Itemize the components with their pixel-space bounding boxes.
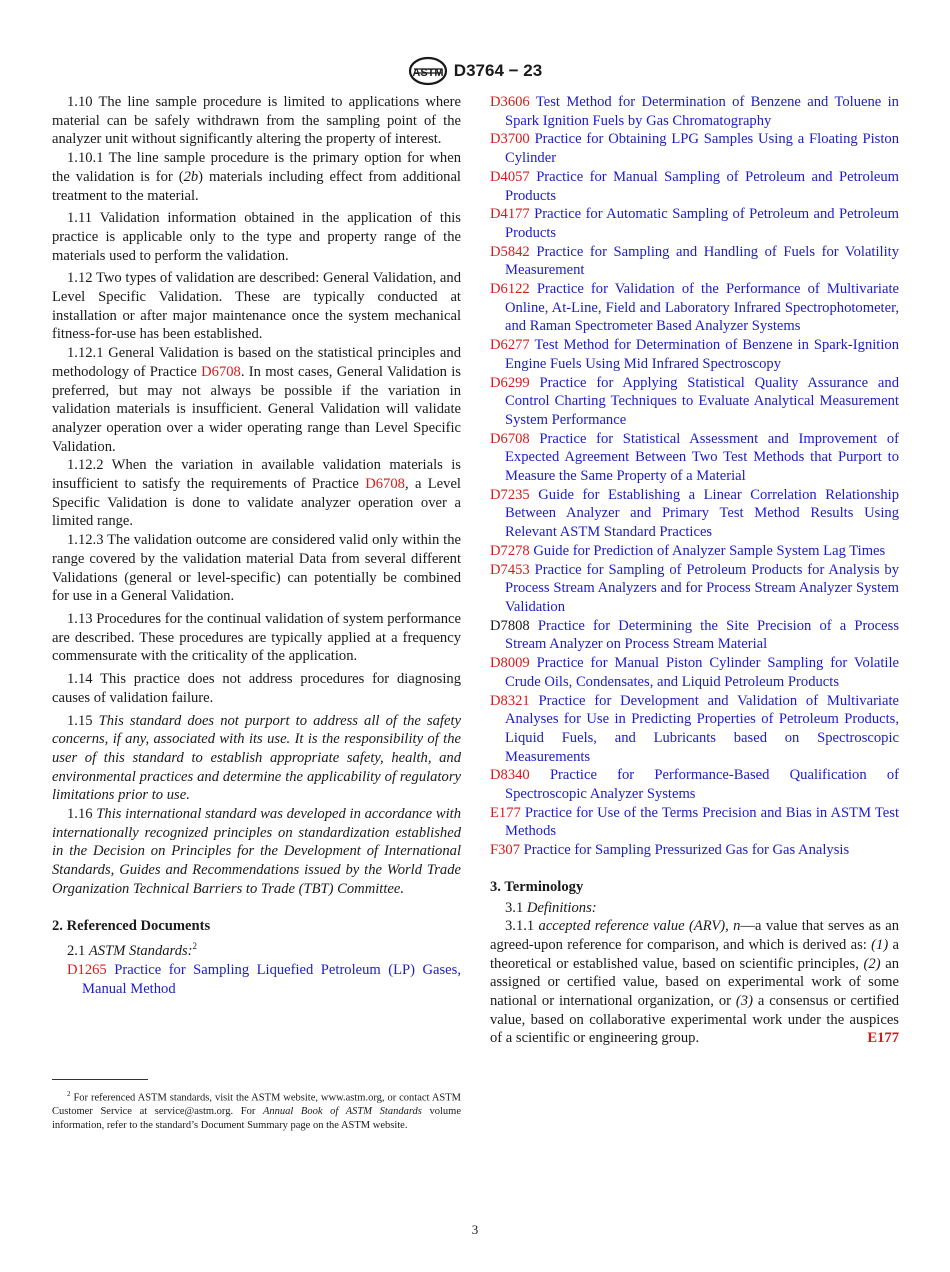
ref-code: D8009 — [490, 655, 530, 672]
para-1-12: 1.12 Two types of validation are described: General Validation, and Level Specific Validation. These are typically conducted at installation or after major maintenance once the system mechanical fitness-for-use has been established. — [52, 270, 461, 343]
ref-title: Practice for Manual Piston Cylinder Sampling for Volatile Crude Oils, Condensates, and Liquid Petroleum Products — [505, 655, 899, 690]
para-1-12-3: 1.12.3 The validation outcome are considered valid only within the range covered by the validation material Data from several different Validations (general or level-specific) can potentially be combined for use in a General Validation. — [52, 532, 461, 605]
link-d6708-2[interactable]: D6708 — [365, 476, 405, 493]
ref-code: D7235 — [490, 486, 530, 503]
ref-d3606[interactable] — [490, 93, 899, 130]
para-1-16: 1.16 This international standard was developed in accordance with internationally recognized principles on standardization established in the Decision on Principles for the Development of International Standards, Guides and Recommendations issued by the World Trade Organization Technical Barriers to Trade (TBT) Committee. — [52, 806, 462, 897]
para-2-1: 2.1 ASTM Standards:$^2$ — [67, 941, 198, 960]
ref-code: D4057 — [490, 168, 530, 185]
para-3-1: 3.1 Definitions: — [505, 899, 597, 916]
para-1-12-1: 1.12.1 General Validation is based on the statistical principles and methodology of Practice D6708. In most cases, General Validation is preferred, but may not always be possible if the variation in validation materials is insufficient. General Validation will validate analyzer operation over a wider operating range than Level Specific Validation. — [52, 345, 461, 455]
ref-code: D6122 — [490, 281, 530, 298]
page-header — [0, 56, 950, 86]
ref-d3700[interactable] — [490, 130, 899, 167]
ref-code: D8340 — [490, 767, 530, 784]
ref-title: Guide for Establishing a Linear Correlation Relationship Between Analyzer and Primary Test Method Results Using Relevant ASTM Standard Practices — [505, 486, 899, 541]
ref-title: Practice for Validation of the Performance of Multivariate Online, At-Line, Field and Laboratory Infrared Spectrophotometer, and Raman Spectrometer Based Analyzer Systems — [505, 281, 899, 335]
ref-d8321[interactable] — [490, 692, 899, 767]
left-column — [52, 93, 461, 998]
ref-code: D8321 — [490, 692, 530, 709]
ref-title: Practice for Use of the Terms Precision and Bias in ASTM Test Methods — [505, 804, 899, 840]
ref-code: F307 — [490, 842, 521, 859]
ref-d5842[interactable] — [490, 243, 899, 280]
referenced-documents-list — [490, 93, 899, 860]
ref-title: Practice for Development and Validation of Multivariate Analyses for Use in Predicting Properties of Petroleum Products, Liquid Fuels, and Lubricants based on Spectroscopic Measurements — [505, 692, 899, 765]
ref-title: Practice for Automatic Sampling of Petroleum and Petroleum Products — [505, 206, 899, 241]
ref-code: D7808 — [490, 617, 530, 634]
ref-title: Practice for Performance-Based Qualification of Spectroscopic Analyzer Systems — [505, 767, 899, 803]
ref-title: Test Method for Determination of Benzene in Spark-Ignition Engine Fuels Using Mid Infrared Spectroscopy — [505, 337, 899, 372]
ref-title: Practice for Obtaining LPG Samples Using a Floating Piston Cylinder — [505, 131, 899, 167]
ref-d4057[interactable] — [490, 168, 899, 205]
ref-d6299[interactable] — [490, 374, 899, 430]
ref-code: D5842 — [490, 243, 530, 260]
ref-d7278[interactable] — [490, 542, 899, 561]
ref-title: Practice for Determining the Site Precision of a Process Stream Analyzer on Process Stream Material — [505, 617, 900, 653]
para-1-10-1: 1.10.1 The line sample procedure is the primary option for when the validation is for (2b) materials including effect from additional treatment to the material. — [52, 150, 461, 204]
ref-d1265[interactable]: D1265 Practice for Sampling Liquefied Petroleum (LP) Gases, Manual Method — [67, 961, 461, 997]
ref-d7808[interactable] — [490, 617, 899, 654]
ref-code: D6708 — [490, 430, 530, 447]
ref-code: D3700 — [490, 131, 530, 148]
ref-title: Guide for Prediction of Analyzer Sample System Lag Times — [533, 542, 886, 559]
ref-d6277[interactable] — [490, 336, 899, 373]
ref-code: D7453 — [490, 561, 530, 578]
para-1-12-2: 1.12.2 When the variation in available validation materials is insufficient to satisfy the requirements of Practice D6708, a Level Specific Validation is done to validate analyzer operation over a limited range. — [52, 457, 461, 530]
para-3-1-1: 3.1.1 accepted reference value (ARV), n—a value that serves as an agreed-upon reference for comparison, and which is derived as: (1) a theoretical or established value, based on scientific principles, (2) an assigned or certified value, based on experimental work of some national or international organization, or (3) a consensus or certified value, based on collaborative experimental work under the auspices of a scientific or engineering group. E177 — [490, 918, 899, 1047]
ref-title: Practice for Sampling Pressurized Gas for Gas Analysis — [523, 842, 850, 859]
ref-code: D7278 — [490, 542, 530, 559]
ref-f307[interactable] — [490, 841, 899, 860]
para-1-13: 1.13 Procedures for the continual validation of system performance are described. These procedures are typically applied at a frequency commensurate with the criticality of the application. — [52, 610, 461, 665]
ref-title: Practice for Applying Statistical Quality Assurance and Control Charting Techniques to Evaluate Analytical Measurement System Performance — [505, 374, 899, 428]
link-e177-definition-source[interactable]: E177 — [867, 1030, 899, 1047]
ref-d4177[interactable] — [490, 205, 899, 242]
section-2-heading: 2. Referenced Documents — [52, 917, 211, 934]
ref-code: E177 — [490, 804, 521, 821]
ref-e177[interactable] — [490, 804, 899, 841]
ref-code: D6277 — [490, 337, 530, 354]
right-column — [490, 93, 899, 1048]
ref-code: D6299 — [490, 374, 530, 391]
para-1-11: 1.11 Validation information obtained in the application of this practice is applicable only to the type and property range of the materials used to perform the validation. — [52, 210, 461, 264]
ref-title: Practice for Sampling and Handling of Fuels for Volatility Measurement — [505, 243, 899, 279]
ref-title: Practice for Sampling of Petroleum Products for Analysis by Process Stream Analyzers and for Process Stream Analyzer System Validation — [505, 561, 900, 615]
ref-title: Practice for Manual Sampling of Petroleum and Petroleum Products — [505, 168, 899, 204]
ref-d7235[interactable] — [490, 486, 899, 542]
ref-title: Test Method for Determination of Benzene and Toluene in Spark Ignition Fuels by Gas Chromatography — [505, 94, 899, 129]
ref-code: D4177 — [490, 206, 530, 223]
ref-title: Practice for Statistical Assessment and Improvement of Expected Agreement Between Two Test Methods that Purport to Measure the Same Property of a Material — [505, 430, 899, 485]
ref-code: D3606 — [490, 94, 530, 110]
ref-d6122[interactable] — [490, 280, 899, 336]
ref-d7453[interactable] — [490, 561, 899, 617]
page-number: 3 — [471, 1222, 479, 1237]
ref-d8340[interactable] — [490, 766, 899, 803]
link-d6708[interactable]: D6708 — [201, 363, 241, 380]
astm-logo-icon — [408, 56, 448, 86]
logo-text: ASTM — [412, 67, 444, 79]
para-1-14: 1.14 This practice does not address procedures for diagnosing causes of validation failure. — [52, 671, 461, 706]
para-1-15: 1.15 This standard does not purport to address all of the safety concerns, if any, associated with its use. It is the responsibility of the user of this standard to establish appropriate safety, health, and environmental practices and determine the applicability of regulatory limitations prior to use. — [52, 712, 461, 804]
para-1-10: 1.10 The line sample procedure is limited to applications where material can be safely withdrawn from the sampling point of the analyzer unit without significantly altering the property of interest. — [52, 94, 461, 148]
document-designation: D3764 − 23 — [453, 61, 543, 80]
section-3-heading: 3. Terminology — [490, 878, 584, 895]
footnote-rule — [52, 1079, 148, 1080]
footnote-2: $^2$ For referenced ASTM standards, visit the ASTM website, www.astm.org, or contact ASTM Customer Service at service@astm.org. For Annual Book of ASTM Standards volume information, refer to the standard’s Document Summary page on the ASTM website. — [52, 1090, 461, 1131]
ref-d8009[interactable] — [490, 654, 899, 691]
ref-d6708[interactable] — [490, 430, 899, 486]
